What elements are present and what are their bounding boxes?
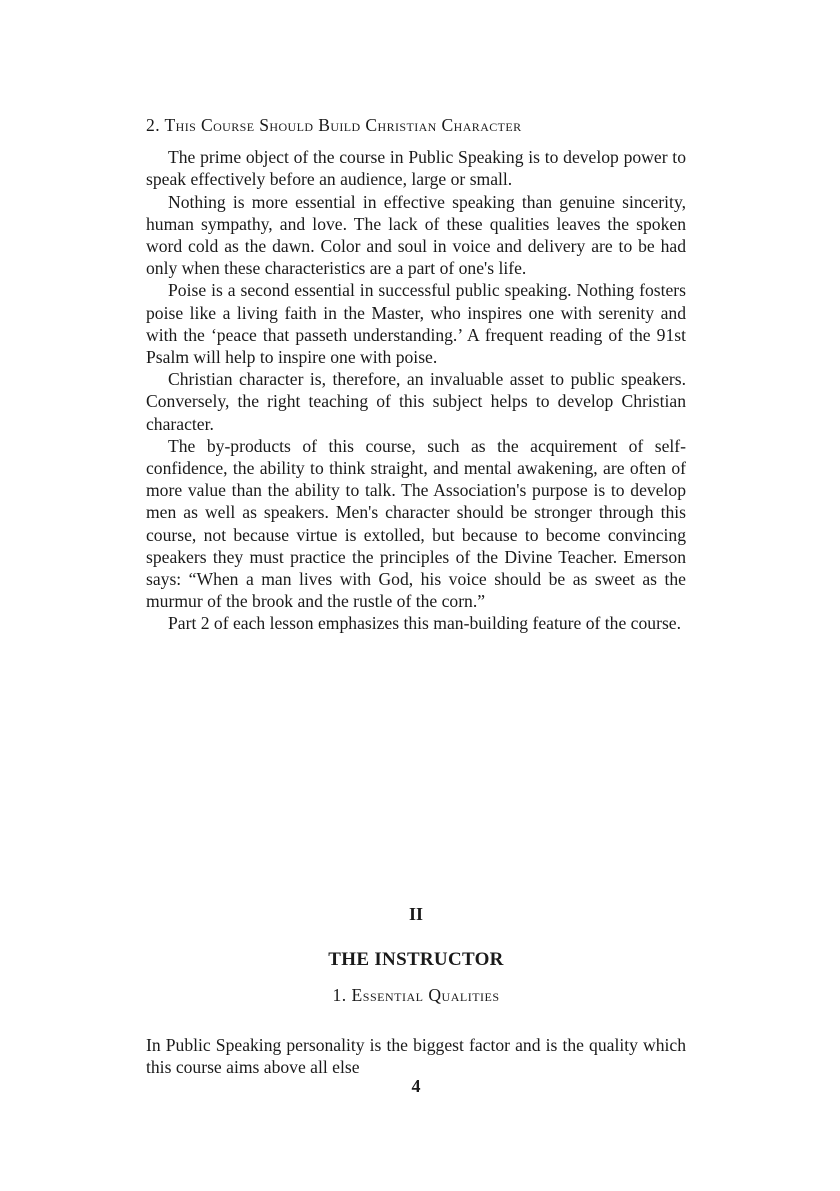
paragraph-christian-character: Christian character is, therefore, an invaluable asset to public speakers. Conversely, the right teaching of this subject helps to develop Christian character. bbox=[146, 369, 686, 434]
section-2 bbox=[146, 114, 686, 635]
page-number: 4 bbox=[411, 1076, 421, 1096]
chapter-title: THE INSTRUCTOR bbox=[328, 949, 504, 970]
paragraph-poise: Poise is a second essential in successful public speaking. Nothing fosters poise like a living faith in the Master, who inspires one with serenity and with the ‘peace that passeth understanding.’ A frequent reading of the 91st Psalm will help to inspire one with poise. bbox=[146, 280, 686, 368]
paragraph-sincerity: Nothing is more essential in effective speaking than genuine sincerity, human sympathy, and love. The lack of these qualities leaves the spoken word cold as the dawn. Color and soul in voice and delivery are to be had only when these characteristics are a part of one's life. bbox=[146, 191, 686, 279]
chapter-numeral: II bbox=[408, 904, 423, 924]
paragraph-part-2: Part 2 of each lesson emphasizes this man-building feature of the course. bbox=[168, 613, 681, 634]
subsection-heading: 1. Essential Qualities bbox=[332, 985, 500, 1005]
paragraph-personality: In Public Speaking personality is the biggest factor and is the quality which this course aims above all else bbox=[146, 1034, 686, 1077]
paragraph-prime-object: The prime object of the course in Public Speaking is to develop power to speak effectively before an audience, large or small. bbox=[146, 147, 686, 190]
paragraph-by-products: The by-products of this course, such as the acquirement of self-confidence, the ability to think straight, and mental awakening, are often of more value than the ability to talk. The Association's purpose is to develop men as well as speakers. Men's character should be stronger through this course, not because virtue is extolled, but because to become convincing speakers they must practice the principles of the Divine Teacher. Emerson says: “When a man lives with God, his voice should be as sweet as the murmur of the brook and the rustle of the corn.” bbox=[146, 435, 686, 612]
section-heading: 2. This Course Should Build Christian Character bbox=[146, 115, 522, 135]
